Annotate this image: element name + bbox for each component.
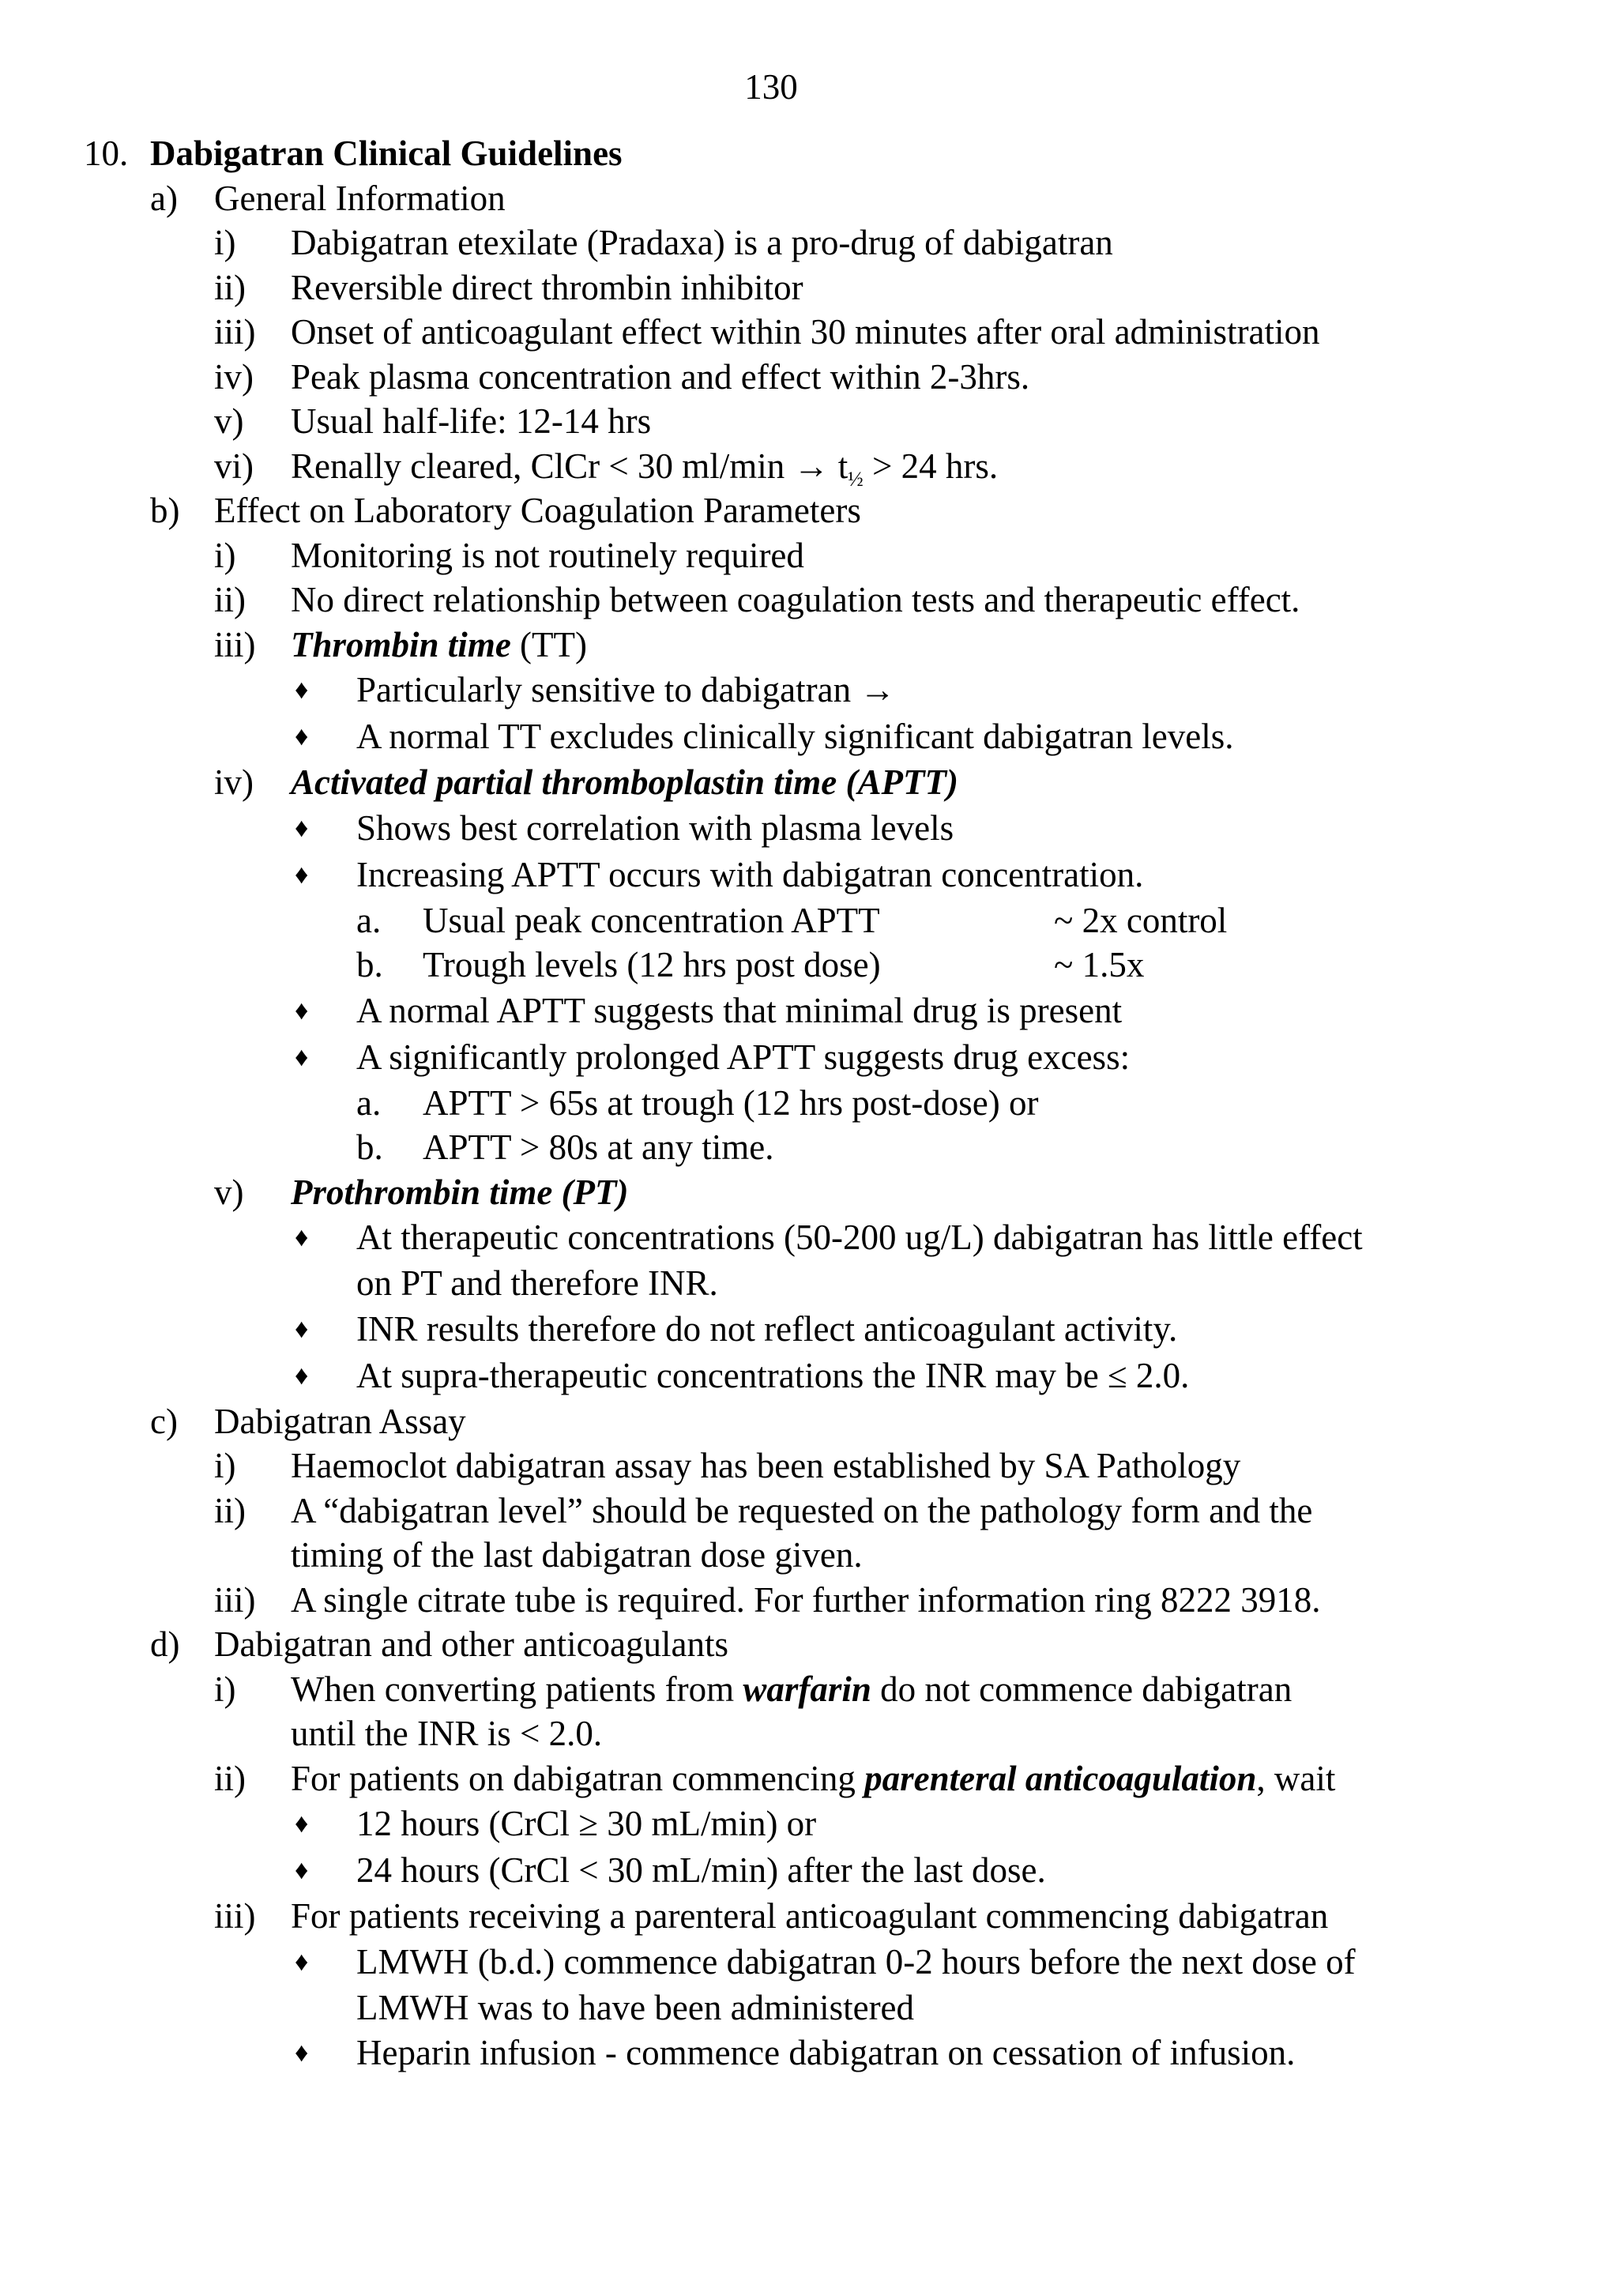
item-title-emphasis: Prothrombin time (PT) bbox=[291, 1172, 629, 1212]
list-item bbox=[0, 220, 1618, 265]
list-item-pt bbox=[0, 1170, 1618, 1215]
list-item bbox=[0, 1756, 1618, 1801]
bullet-text: Heparin infusion - commence dabigatran on cessation of infusion. bbox=[356, 2033, 1296, 2072]
item-text: Onset of anticoagulant effect within 30 minutes after oral administration bbox=[291, 312, 1320, 352]
item-text: until the INR is < 2.0. bbox=[291, 1714, 603, 1753]
item-text: Haemoclot dabigatran assay has been established by SA Pathology bbox=[291, 1446, 1241, 1485]
list-item bbox=[0, 533, 1618, 578]
item-marker: ii) bbox=[214, 1490, 246, 1530]
bullet-text: A normal TT excludes clinically significant dabigatran levels. bbox=[356, 717, 1234, 756]
bullet-text: 12 hours (CrCl ≥ 30 mL/min) or bbox=[356, 1804, 817, 1843]
subsection-marker: b) bbox=[150, 491, 180, 530]
item-text: A “dabigatran level” should be requested on the pathology form and the bbox=[291, 1490, 1313, 1530]
bullet-item bbox=[0, 2030, 1618, 2076]
subsection-marker: d) bbox=[150, 1624, 180, 1664]
subsection-title: Dabigatran and other anticoagulants bbox=[214, 1624, 729, 1664]
diamond-bullet-icon: ♦ bbox=[295, 813, 309, 843]
item-text: Reversible direct thrombin inhibitor bbox=[291, 267, 803, 307]
bullet-item bbox=[0, 1801, 1618, 1847]
item-title-rest: (TT) bbox=[510, 624, 587, 664]
item-marker: v) bbox=[214, 401, 244, 441]
document-body bbox=[0, 131, 1618, 2076]
sub-item-marker: b. bbox=[356, 1127, 383, 1167]
diamond-bullet-icon: ♦ bbox=[295, 1809, 309, 1839]
item-marker: i) bbox=[214, 1446, 236, 1485]
subsection-title: Dabigatran Assay bbox=[214, 1401, 466, 1441]
item-text: No direct relationship between coagulation tests and therapeutic effect. bbox=[291, 580, 1300, 619]
subscript-half: ½ bbox=[848, 467, 864, 491]
item-marker: i) bbox=[214, 223, 236, 262]
item-text bbox=[291, 1756, 1335, 1801]
list-item bbox=[0, 355, 1618, 400]
list-item bbox=[0, 1489, 1618, 1534]
sub-item-value: ~ 2x control bbox=[1054, 900, 1228, 940]
item-marker: iv) bbox=[214, 762, 254, 802]
item-text bbox=[291, 444, 998, 495]
item-text: For patients receiving a parenteral anticoagulant commencing dabigatran bbox=[291, 1896, 1329, 1936]
sub-item bbox=[0, 1081, 1618, 1126]
item-text-part: do not commence dabigatran bbox=[871, 1669, 1293, 1709]
subsection-b-heading bbox=[0, 488, 1618, 533]
list-item-thrombin-time bbox=[0, 623, 1618, 668]
bullet-continuation bbox=[0, 1261, 1618, 1306]
sub-item-marker: a. bbox=[356, 1082, 382, 1123]
item-text: A single citrate tube is required. For further information ring 8222 3918. bbox=[291, 1579, 1321, 1620]
list-item bbox=[0, 578, 1618, 623]
subsection-marker: a) bbox=[150, 178, 178, 218]
list-item bbox=[0, 265, 1618, 311]
section-number: 10. bbox=[84, 134, 129, 173]
bullet-text: Increasing APTT occurs with dabigatran concentration. bbox=[356, 854, 1144, 894]
item-text: Dabigatran etexilate (Pradaxa) is a pro-drug of dabigatran bbox=[291, 223, 1113, 262]
item-title-emphasis: Thrombin time bbox=[291, 624, 511, 664]
diamond-bullet-icon: ♦ bbox=[295, 1361, 309, 1391]
list-item bbox=[0, 310, 1618, 355]
diamond-bullet-icon: ♦ bbox=[295, 2038, 309, 2068]
sub-item-text: APTT > 80s at any time. bbox=[423, 1127, 774, 1167]
item-text: timing of the last dabigatran dose given. bbox=[291, 1535, 863, 1575]
subsection-c-heading bbox=[0, 1399, 1618, 1444]
item-marker: vi) bbox=[214, 446, 254, 486]
item-text-part: For patients on dabigatran commencing bbox=[291, 1758, 865, 1798]
item-text-part: , wait bbox=[1256, 1758, 1336, 1798]
item-continuation bbox=[0, 1533, 1618, 1578]
bullet-item bbox=[0, 988, 1618, 1034]
item-marker: iii) bbox=[214, 1579, 256, 1620]
bullet-item bbox=[0, 805, 1618, 852]
section-heading bbox=[0, 131, 1618, 176]
sub-item-text: APTT > 65s at trough (12 hrs post-dose) or bbox=[423, 1082, 1039, 1123]
bullet-text: A normal APTT suggests that minimal drug is present bbox=[356, 990, 1123, 1030]
item-marker: ii) bbox=[214, 1758, 246, 1798]
bullet-text: 24 hours (CrCl < 30 mL/min) after the last dose. bbox=[356, 1850, 1046, 1890]
item-marker: ii) bbox=[214, 267, 246, 307]
bullet-text: on PT and therefore INR. bbox=[356, 1263, 718, 1303]
sub-item-marker: a. bbox=[356, 900, 382, 940]
diamond-bullet-icon: ♦ bbox=[295, 1314, 309, 1344]
diamond-bullet-icon: ♦ bbox=[295, 1856, 309, 1885]
bullet-item bbox=[0, 1214, 1618, 1261]
diamond-bullet-icon: ♦ bbox=[295, 722, 309, 751]
bullet-text: A significantly prolonged APTT suggests drug excess: bbox=[356, 1037, 1131, 1077]
bullet-text: Shows best correlation with plasma levels bbox=[356, 807, 954, 848]
item-marker: iii) bbox=[214, 312, 256, 352]
bullet-item bbox=[0, 1353, 1618, 1399]
diamond-bullet-icon: ♦ bbox=[295, 1042, 309, 1072]
list-item bbox=[0, 1894, 1618, 1939]
section-title: Dabigatran Clinical Guidelines bbox=[150, 134, 623, 173]
item-marker: v) bbox=[214, 1172, 244, 1212]
bullet-item bbox=[0, 852, 1618, 898]
list-item bbox=[0, 444, 1618, 489]
list-item bbox=[0, 1443, 1618, 1489]
bullet-item bbox=[0, 1034, 1618, 1081]
sub-item-text: Usual peak concentration APTT bbox=[423, 900, 880, 940]
bullet-continuation bbox=[0, 1985, 1618, 2031]
item-text: Monitoring is not routinely required bbox=[291, 535, 804, 575]
bullet-text: At supra-therapeutic concentrations the INR may be ≤ 2.0. bbox=[356, 1355, 1190, 1395]
item-marker: iii) bbox=[214, 1896, 256, 1936]
diamond-bullet-icon: ♦ bbox=[295, 1947, 309, 1977]
item-marker: iii) bbox=[214, 624, 256, 664]
list-item-aptt bbox=[0, 760, 1618, 805]
list-item bbox=[0, 1667, 1618, 1712]
bullet-text: INR results therefore do not reflect anticoagulant activity. bbox=[356, 1308, 1178, 1349]
diamond-bullet-icon: ♦ bbox=[295, 1223, 309, 1252]
item-text: Usual half-life: 12-14 hrs bbox=[291, 401, 652, 441]
item-text: Peak plasma concentration and effect within 2-3hrs. bbox=[291, 356, 1030, 397]
item-marker: iv) bbox=[214, 356, 254, 397]
subsection-d-heading bbox=[0, 1622, 1618, 1667]
bullet-item bbox=[0, 667, 1618, 713]
diamond-bullet-icon: ♦ bbox=[295, 996, 309, 1026]
list-item bbox=[0, 1578, 1618, 1623]
item-marker: i) bbox=[214, 535, 236, 575]
bullet-text: LMWH was to have been administered bbox=[356, 1987, 915, 2027]
item-continuation bbox=[0, 1711, 1618, 1756]
page-number: 130 bbox=[744, 67, 798, 107]
bullet-text: At therapeutic concentrations (50-200 ug/L) dabigatran has little effect bbox=[356, 1218, 1363, 1257]
bullet-text: Particularly sensitive to dabigatran → bbox=[356, 670, 896, 710]
item-text bbox=[291, 1667, 1292, 1712]
sub-item bbox=[0, 898, 1618, 943]
subsection-a-heading bbox=[0, 176, 1618, 221]
item-text-part: Renally cleared, ClCr < 30 ml/min → t bbox=[291, 446, 849, 486]
sub-item bbox=[0, 943, 1618, 988]
subsection-marker: c) bbox=[150, 1401, 178, 1441]
item-text-emphasis: parenteral anticoagulation bbox=[864, 1758, 1257, 1798]
subsection-title: Effect on Laboratory Coagulation Parameters bbox=[214, 491, 861, 530]
bullet-text: LMWH (b.d.) commence dabigatran 0-2 hours before the next dose of bbox=[356, 1941, 1356, 1982]
bullet-item bbox=[0, 1847, 1618, 1894]
diamond-bullet-icon: ♦ bbox=[295, 676, 309, 705]
item-text-part: When converting patients from bbox=[291, 1669, 743, 1709]
item-text-emphasis: warfarin bbox=[743, 1669, 871, 1709]
sub-item-text: Trough levels (12 hrs post dose) bbox=[423, 945, 881, 984]
item-text-part: > 24 hrs. bbox=[863, 446, 999, 486]
list-item bbox=[0, 399, 1618, 444]
bullet-item bbox=[0, 1939, 1618, 1985]
bullet-item bbox=[0, 1306, 1618, 1353]
bullet-item bbox=[0, 713, 1618, 760]
item-marker: ii) bbox=[214, 580, 246, 619]
subsection-title: General Information bbox=[214, 178, 506, 218]
item-text bbox=[291, 623, 587, 668]
diamond-bullet-icon: ♦ bbox=[295, 860, 309, 890]
sub-item-marker: b. bbox=[356, 945, 383, 984]
item-title-emphasis: Activated partial thromboplastin time (APTT) bbox=[291, 762, 958, 802]
sub-item bbox=[0, 1125, 1618, 1170]
item-marker: i) bbox=[214, 1669, 236, 1709]
sub-item-value: ~ 1.5x bbox=[1054, 945, 1145, 984]
